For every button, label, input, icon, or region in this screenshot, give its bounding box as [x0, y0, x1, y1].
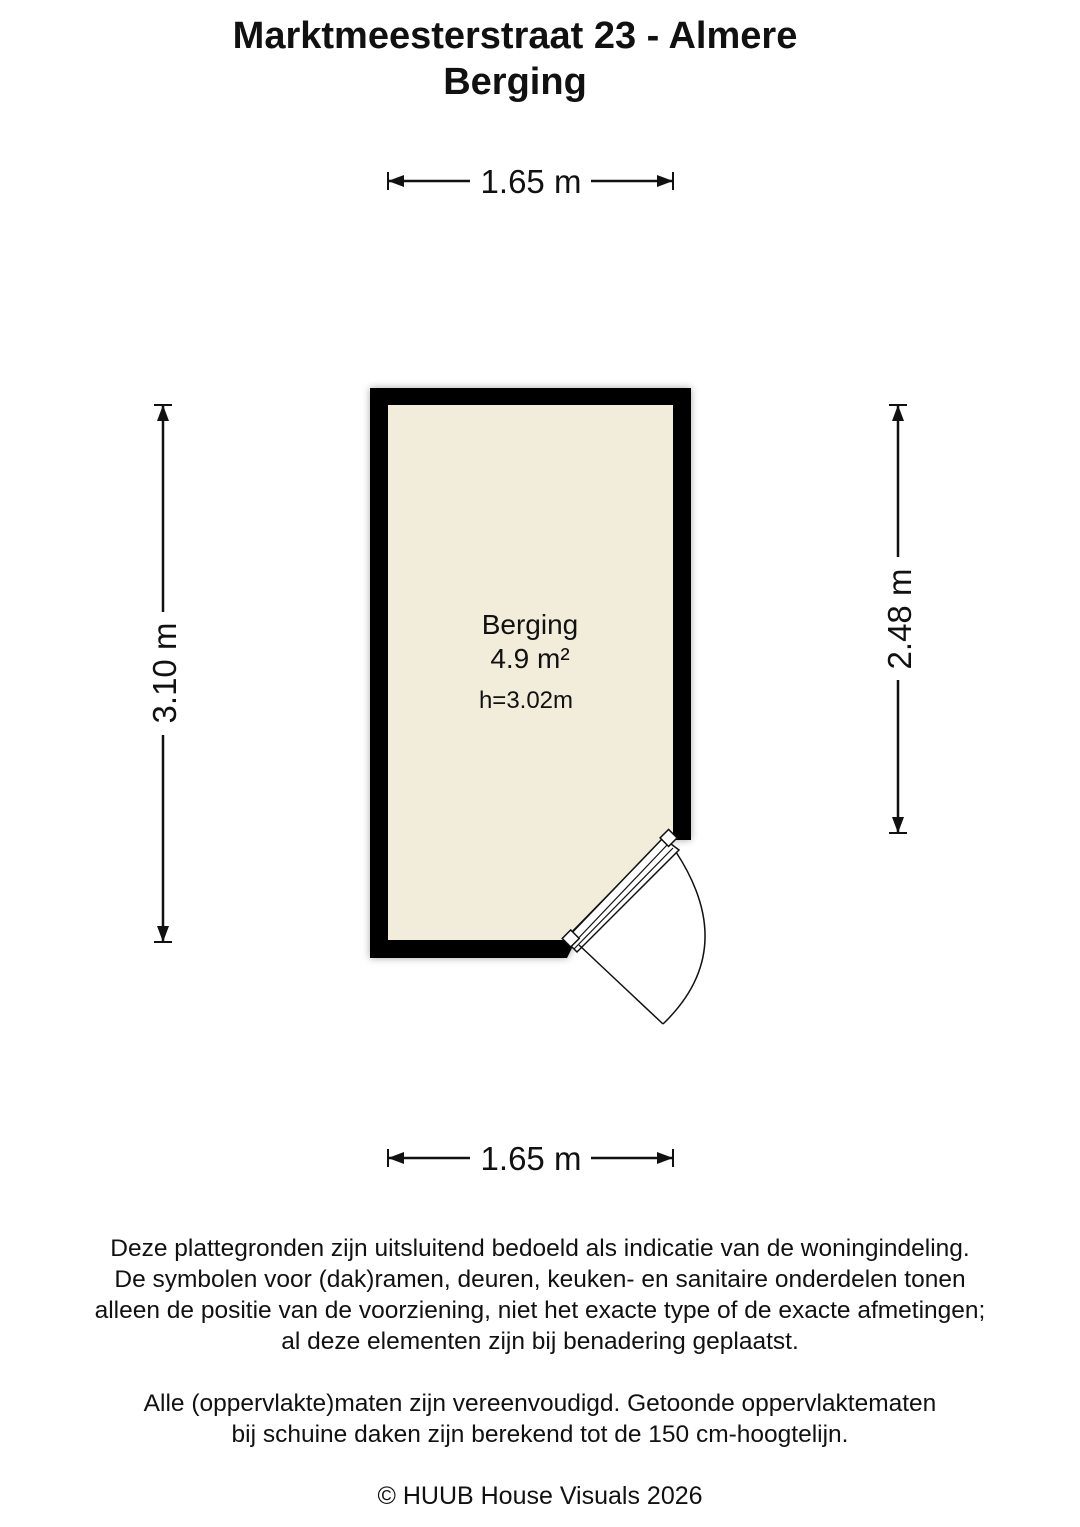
disclaimer-line: Alle (oppervlakte)maten zijn vereenvoudigd. Getoonde oppervlaktematen [143, 1390, 937, 1417]
disclaimer-line: al deze elementen zijn bij benadering geplaatst. [281, 1328, 799, 1355]
disclaimer-line: Deze plattegronden zijn uitsluitend bedoeld als indicatie van de woningindeling. [110, 1235, 970, 1262]
disclaimer-paragraph [0, 1233, 1080, 1357]
room-height: h=3.02m [478, 687, 574, 714]
dimension-top-label: 1.65 m [480, 163, 582, 200]
disclaimer-line: De symbolen voor (dak)ramen, deuren, keuken- en sanitaire onderdelen tonen [114, 1266, 966, 1293]
plan-title: Marktmeesterstraat 23 - Almere [232, 15, 798, 57]
disclaimer-line: bij schuine daken zijn berekend tot de 150 cm-hoogtelijn. [231, 1421, 849, 1448]
dimension-left [146, 405, 183, 942]
copyright-notice: © HUUB House Visuals 2026 [377, 1482, 703, 1510]
dimension-bottom [388, 1140, 673, 1177]
room-name: Berging [481, 609, 579, 640]
dimension-right [881, 405, 918, 833]
dimension-bottom-label: 1.65 m [480, 1140, 582, 1177]
dimension-top [388, 163, 673, 200]
room-area: 4.9 m² [490, 643, 570, 674]
disclaimer-measurements [0, 1388, 1080, 1450]
plan-subtitle: Berging [443, 61, 587, 103]
disclaimer-line: alleen de positie van de voorziening, niet het exacte type of de exacte afmetingen; [94, 1297, 986, 1324]
dimension-left-label: 3.10 m [146, 622, 183, 724]
dimension-right-label: 2.48 m [881, 568, 918, 670]
